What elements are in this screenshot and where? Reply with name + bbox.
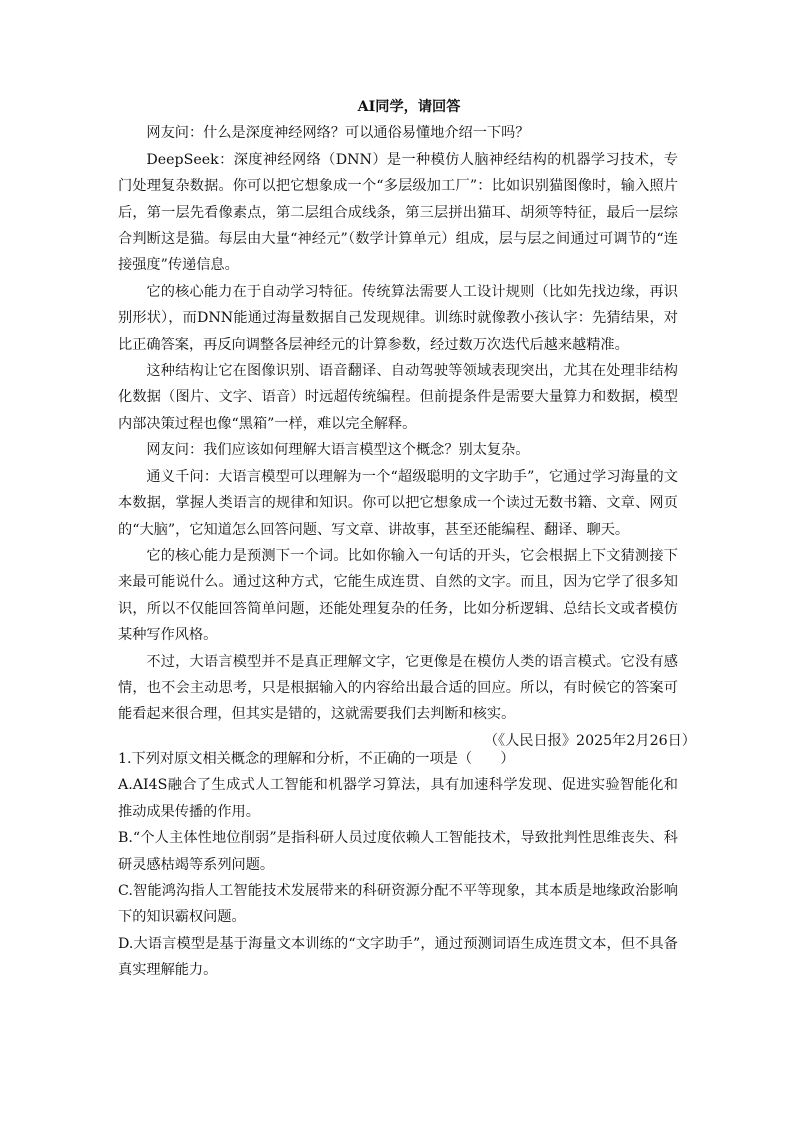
option-a: A.AI4S融合了生成式人工智能和机器学习算法，具有加速科学发现、促进实验智能化和推动成果传播的作用。 — [118, 777, 678, 820]
question-stem: 1.下列对原文相关概念的理解和分析，不正确的一项是（ ） — [118, 751, 515, 767]
paragraph-predict-next-word: 它的核心能力是预测下一个词。比如你输入一句话的开头，它会根据上下文猜测接下来最可能说什么。通过这种方式，它能生成连贯、自然的文字。而且，因为它学了很多知识，所以不仅能回答简单问题，还能处理复杂的任务，比如分析逻辑、总结长文或者模仿某种写作风格。 — [118, 547, 678, 644]
article-source: （《人民日报》2025年2月26日） — [483, 732, 696, 749]
paragraph-qwen-answer: 通义千问：大语言模型可以理解为一个“超级聪明的文字助手”，它通过学习海量的文本数据，掌握人类语言的规律和知识。你可以把它想象成一个读过无数书籍、文章、网页的“大脑”，它知道怎么回答问题、写文章、讲故事，甚至还能编程、翻译、聊天。 — [118, 468, 678, 538]
paragraph-question-1: 网友问：什么是深度神经网络？可以通俗易懂地介绍一下吗？ — [146, 125, 530, 142]
question-block — [118, 746, 678, 984]
option-b: B.“个人主体性地位削弱”是指科研人员过度依赖人工智能技术，导致批判性思维丧失、科研灵感枯竭等系列问题。 — [118, 830, 678, 873]
paragraph-limitations: 不过，大语言模型并不是真正理解文字，它更像是在模仿人类的语言模式。它没有感情，也不会主动思考，只是根据输入的内容给出最合适的回应。所以，有时候它的答案可能看起来很合理，但其实是错的，这就需要我们去判断和核实。 — [118, 653, 678, 723]
option-d: D.大语言模型是基于海量文本训练的“文字助手”，通过预测词语生成连贯文本，但不具备真实理解能力。 — [118, 935, 678, 979]
paragraph-structure: 这种结构让它在图像识别、语音翻译、自动驾驶等领域表现突出，尤其在处理非结构化数据（图片、文字、语音）时远超传统编程。但前提条件是需要大量算力和数据，模型内部决策过程也像“黑箱”一样，难以完全解释。 — [118, 363, 678, 432]
paragraph-core-ability: 它的核心能力在于自动学习特征。传统算法需要人工设计规则（比如先找边缘，再识别形状），而DNN能通过海量数据自己发现规律。训练时就像教小孩认字：先猜结果，对比正确答案，再反向调整各层神经元的计算参数，经过数万次迭代后越来越精准。 — [118, 283, 678, 353]
paragraph-deepseek-answer: DeepSeek：深度神经网络（DNN）是一种模仿人脑神经结构的机器学习技术，专门处理复杂数据。你可以把它想象成一个“多层级加工厂”：比如识别猫图像时，输入照片后，第一层先看像素点，第二层组合成线条，第三层拼出猫耳、胡须等特征，最后一层综合判断这是猫。每层由大量“神经元”（数学计算单元）组成，层与层之间通过可调节的“连接强度”传递信息。 — [118, 151, 678, 274]
article — [118, 94, 696, 754]
article-title: AI同学，请回答 — [357, 99, 461, 115]
paragraph-question-2: 网友问：我们应该如何理解大语言模型这个概念？别太复杂。 — [146, 442, 530, 459]
option-c: C.智能鸿沟指人工智能技术发展带来的科研资源分配不平等现象，其本质是地缘政治影响下的知识霸权问题。 — [118, 883, 678, 926]
